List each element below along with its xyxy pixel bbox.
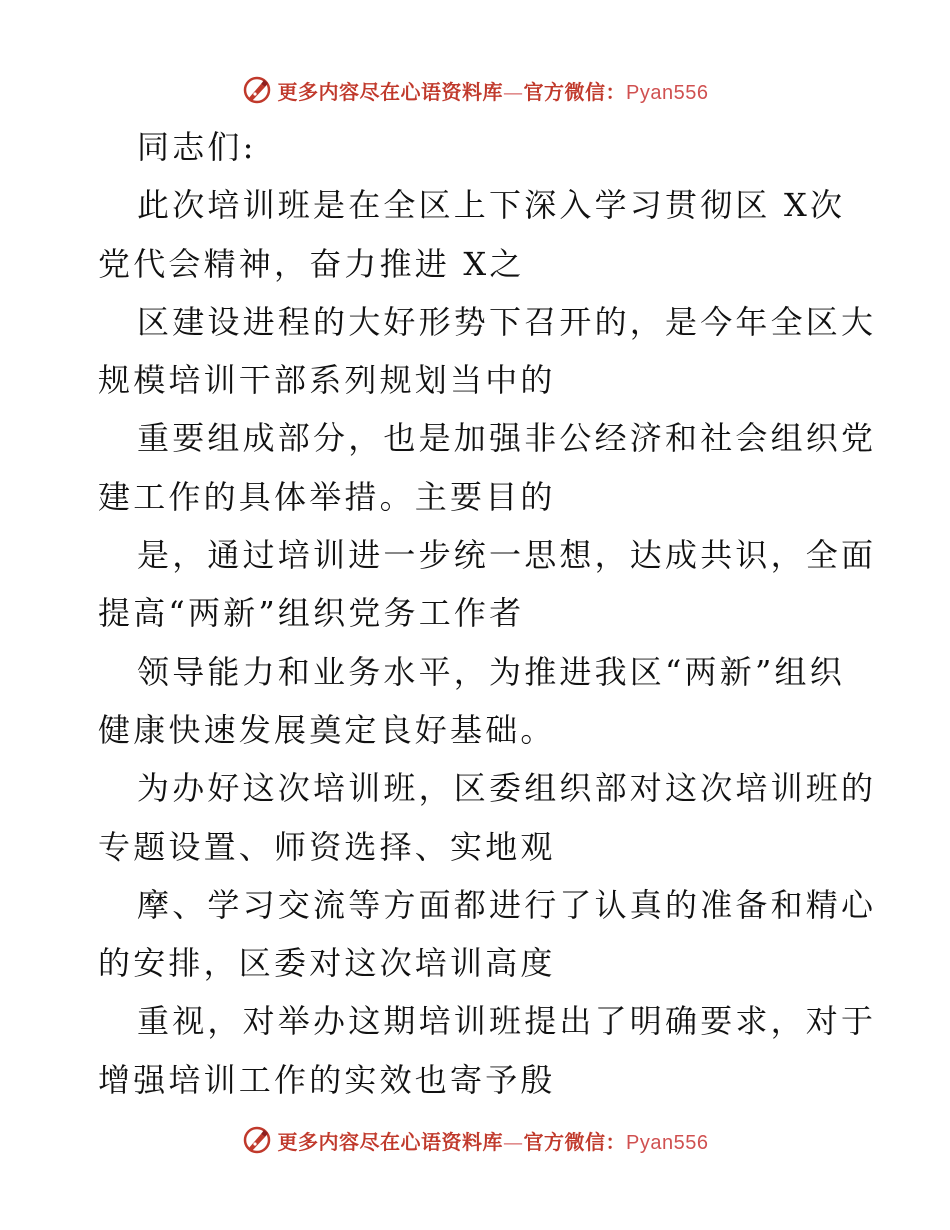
body-line: 党代会精神，奋力推进 X之 bbox=[98, 244, 525, 283]
footer-banner-text bbox=[278, 1126, 709, 1155]
footer-wechat-label: 官方微信： bbox=[523, 1129, 627, 1154]
body-line: 重视，对举办这期培训班提出了明确要求，对于 bbox=[137, 1002, 877, 1041]
body-line: 领导能力和业务水平，为推进我区“两新”组织 bbox=[137, 652, 845, 691]
footer-wechat-handle: Pyan556 bbox=[626, 1131, 709, 1154]
body-line: 建工作的具体举措。主要目的 bbox=[98, 477, 556, 516]
body-line: 健康快速发展奠定良好基础。 bbox=[98, 710, 556, 749]
body-line: 专题设置、师资选择、实地观 bbox=[98, 827, 556, 866]
header-wechat-label: 官方微信： bbox=[523, 79, 627, 104]
footer-separator: — bbox=[503, 1129, 524, 1154]
body-line: 增强培训工作的实效也寄予殷 bbox=[98, 1060, 556, 1099]
pen-nib-logo-icon bbox=[242, 1125, 272, 1155]
header-banner bbox=[0, 70, 950, 110]
header-wechat-handle: Pyan556 bbox=[626, 81, 709, 104]
body-line: 摩、学习交流等方面都进行了认真的准备和精心 bbox=[137, 885, 877, 924]
footer-slogan: 更多内容尽在心语资料库 bbox=[277, 1129, 504, 1154]
header-banner-text bbox=[278, 76, 709, 105]
body-line: 规模培训干部系列规划当中的 bbox=[98, 361, 556, 400]
body-line: 此次培训班是在全区上下深入学习贯彻区 X次 bbox=[137, 186, 846, 225]
body-line: 的安排，区委对这次培训高度 bbox=[98, 944, 556, 983]
header-slogan: 更多内容尽在心语资料库 bbox=[277, 79, 504, 104]
document-body bbox=[98, 118, 877, 1109]
header-separator: — bbox=[503, 79, 524, 104]
footer-banner bbox=[0, 1120, 950, 1160]
pen-nib-logo-icon bbox=[242, 75, 272, 105]
body-line: 同志们: bbox=[137, 128, 257, 166]
body-line: 提高“两新”组织党务工作者 bbox=[98, 594, 525, 633]
body-line: 区建设进程的大好形势下召开的，是今年全区大 bbox=[137, 302, 877, 341]
body-line: 为办好这次培训班，区委组织部对这次培训班的 bbox=[137, 769, 877, 808]
body-line: 是，通过培训进一步统一思想，达成共识，全面 bbox=[137, 536, 877, 575]
body-line: 重要组成部分，也是加强非公经济和社会组织党 bbox=[137, 419, 877, 458]
